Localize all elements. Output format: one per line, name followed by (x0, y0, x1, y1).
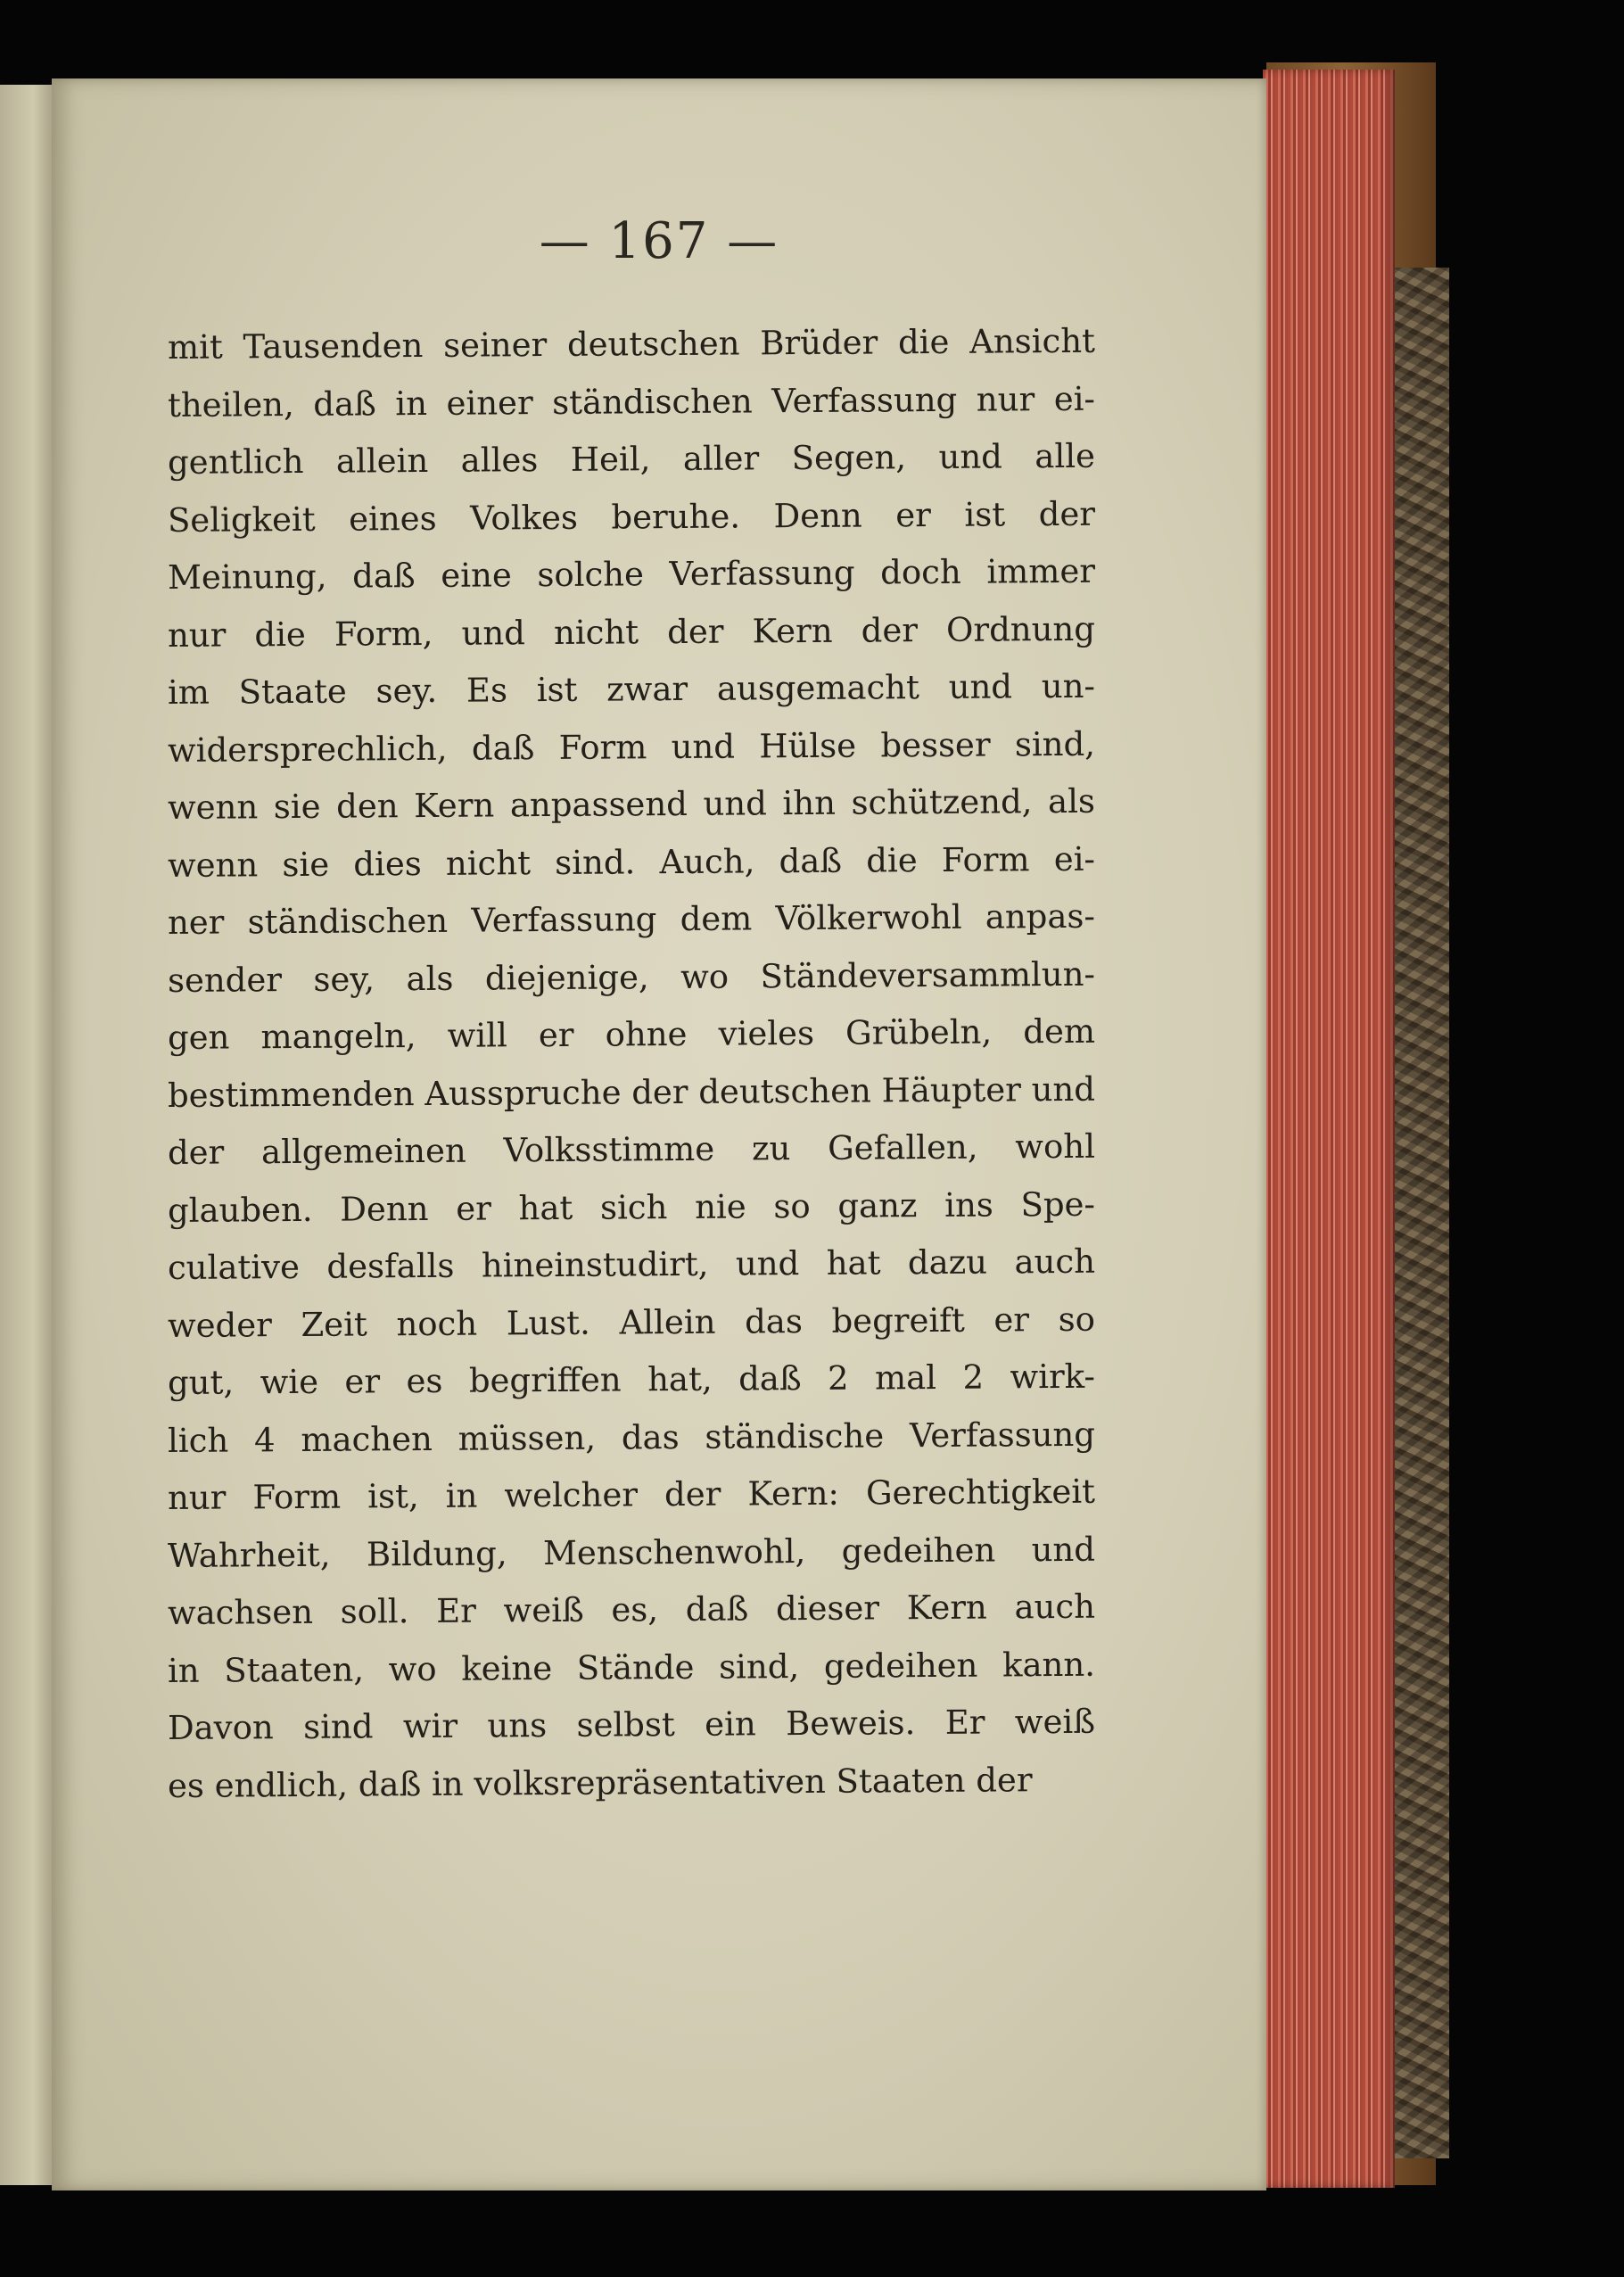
text-line: wachsen soll. Er weiß es, daß dieser Kern auch (167, 1587, 1096, 1632)
page-body-text (168, 319, 1095, 1815)
text-line: wenn sie dies nicht sind. Auch, daß die Form ei- (167, 839, 1096, 885)
text-line: bestimmenden Ausspruche der deutschen Häupter und (167, 1069, 1096, 1115)
text-line: Seligkeit eines Volkes beruhe. Denn er ist der (167, 494, 1096, 540)
text-line: weder Zeit noch Lust. Allein das begreift er so (167, 1299, 1096, 1345)
facing-page-edge (0, 85, 55, 2185)
text-line: ner ständischen Verfassung dem Völkerwohl anpas- (167, 896, 1096, 942)
text-line: sender sey, als diejenige, wo Ständeversammlun- (167, 954, 1096, 1000)
text-line: culative desfalls hineinstudirt, und hat dazu auch (167, 1242, 1096, 1287)
text-line: widersprechlich, daß Form und Hülse besser sind, (167, 724, 1096, 770)
text-line: gut, wie er es begriffen hat, daß 2 mal 2 wirk- (167, 1357, 1096, 1402)
text-line: theilen, daß in einer ständischen Verfassung nur ei- (167, 379, 1096, 425)
text-line: wenn sie den Kern anpassend und ihn schützend, als (167, 781, 1096, 827)
page-block-edges (1263, 70, 1395, 2188)
text-line: lich 4 machen müssen, das ständische Verfassung (167, 1415, 1096, 1460)
text-line: Wahrheit, Bildung, Menschenwohl, gedeihen und (167, 1530, 1096, 1575)
text-line: Davon sind wir uns selbst ein Beweis. Er weiß (167, 1702, 1096, 1747)
text-line: nur die Form, und nicht der Kern der Ordnung (167, 609, 1096, 655)
text-line: in Staaten, wo keine Stände sind, gedeihen kann. (167, 1645, 1096, 1690)
text-line: Meinung, daß eine solche Verfassung doch immer (167, 551, 1096, 597)
text-line: gentlich allein alles Heil, aller Segen, und alle (167, 436, 1096, 482)
page-number-header: — 167 — (539, 212, 779, 270)
text-line: gen mangeln, will er ohne vieles Grübeln, dem (167, 1011, 1096, 1057)
text-line: nur Form ist, in welcher der Kern: Gerechtigkeit (167, 1472, 1096, 1517)
text-line: mit Tausenden seiner deutschen Brüder die Ansicht (167, 321, 1096, 367)
text-line: es endlich, daß in volksrepräsentativen Staaten der (167, 1760, 1033, 1805)
text-line: glauben. Denn er hat sich nie so ganz ins Spe- (167, 1184, 1096, 1230)
book-page (52, 78, 1266, 2190)
text-line: im Staate sey. Es ist zwar ausgemacht und un- (167, 666, 1096, 712)
text-line: der allgemeinen Volksstimme zu Gefallen, wohl (167, 1126, 1096, 1172)
